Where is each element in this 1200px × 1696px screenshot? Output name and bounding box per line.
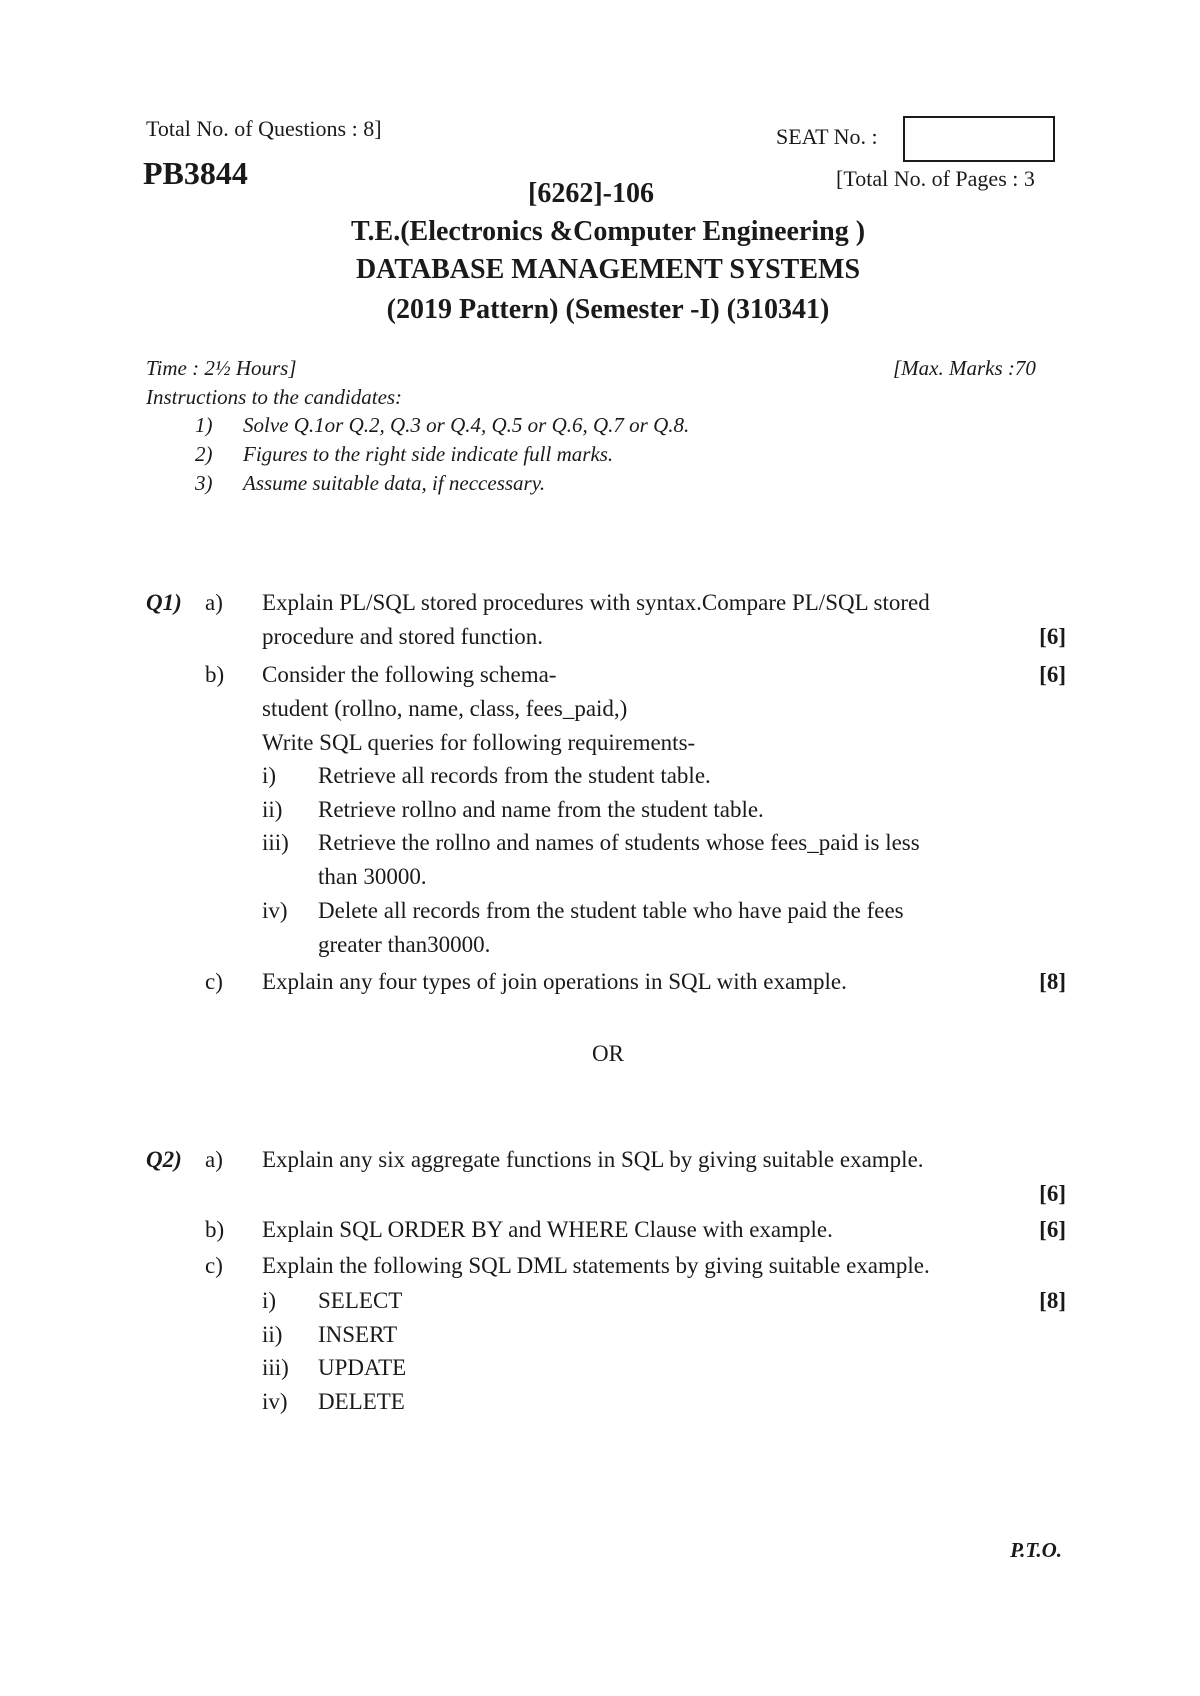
sub-item-text: than 30000. — [318, 864, 427, 889]
subject-title: DATABASE MANAGEMENT SYSTEMS — [355, 254, 861, 285]
marks-label: [8] — [1039, 1288, 1066, 1313]
sub-item-number: i) — [262, 763, 277, 788]
marks-label: [6] — [1039, 1217, 1066, 1242]
question-text: Consider the following schema- — [262, 662, 557, 687]
part-letter: b) — [205, 662, 225, 687]
question-label-q1: Q1) — [146, 590, 182, 615]
sub-item-number: iii) — [262, 830, 289, 855]
part-letter: c) — [205, 1253, 223, 1278]
sub-item-text: Retrieve the rollno and names of students whose fees_paid is less — [318, 830, 920, 855]
sub-item-text: DELETE — [318, 1389, 405, 1414]
sub-item-text: INSERT — [318, 1322, 398, 1347]
part-letter: a) — [205, 590, 223, 615]
total-questions: Total No. of Questions : 8] — [146, 116, 382, 141]
time-limit: Time : 2½ Hours] — [146, 356, 297, 380]
question-text: Explain PL/SQL stored procedures with syntax.Compare PL/SQL stored — [262, 590, 930, 615]
question-label-q2: Q2) — [146, 1147, 182, 1172]
instruction-text: Assume suitable data, if neccessary. — [243, 471, 546, 495]
question-text: Write SQL queries for following requirements- — [262, 730, 696, 755]
seat-label: SEAT No. : — [776, 124, 878, 149]
sub-item-text: Delete all records from the student table who have paid the fees — [318, 898, 904, 923]
question-text: Explain any four types of join operations in SQL with example. — [262, 969, 847, 994]
paper-id: PB3844 — [143, 155, 248, 191]
question-text: Explain the following SQL DML statements by giving suitable example. — [262, 1253, 930, 1278]
sub-item-number: iii) — [262, 1355, 289, 1380]
part-letter: a) — [205, 1147, 223, 1172]
marks-label: [6] — [1039, 1181, 1066, 1206]
instruction-number: 1) — [195, 413, 213, 437]
sub-item-number: iv) — [262, 1389, 288, 1414]
sub-item-text: greater than30000. — [318, 932, 491, 957]
instruction-number: 3) — [195, 471, 213, 495]
sub-item-text: Retrieve all records from the student table. — [318, 763, 711, 788]
paper-code: [6262]-106 — [528, 178, 654, 209]
course-title: T.E.(Electronics &Computer Engineering ) — [350, 216, 866, 247]
pto-label: P.T.O. — [1010, 1538, 1062, 1562]
question-text: procedure and stored function. — [262, 624, 544, 649]
sub-item-number: ii) — [262, 797, 283, 822]
question-text: Explain any six aggregate functions in SQL by giving suitable example. — [262, 1147, 924, 1172]
part-letter: b) — [205, 1217, 225, 1242]
sub-item-number: iv) — [262, 898, 288, 923]
total-pages: [Total No. of Pages : 3 — [836, 166, 1035, 191]
instructions-heading: Instructions to the candidates: — [146, 385, 403, 409]
or-separator: OR — [592, 1041, 624, 1066]
max-marks: [Max. Marks :70 — [893, 356, 1036, 380]
marks-label: [6] — [1039, 624, 1066, 649]
sub-item-number: i) — [262, 1288, 277, 1313]
sub-item-number: ii) — [262, 1322, 283, 1347]
sub-item-text: Retrieve rollno and name from the student table. — [318, 797, 764, 822]
marks-label: [6] — [1039, 662, 1066, 687]
pattern-title: (2019 Pattern) (Semester -I) (310341) — [386, 294, 830, 325]
instruction-number: 2) — [195, 442, 213, 466]
sub-item-text: SELECT — [318, 1288, 403, 1313]
instruction-text: Solve Q.1or Q.2, Q.3 or Q.4, Q.5 or Q.6, Q.7 or Q.8. — [243, 413, 690, 437]
marks-label: [8] — [1039, 969, 1066, 994]
instruction-text: Figures to the right side indicate full marks. — [243, 442, 614, 466]
sub-item-text: UPDATE — [318, 1355, 407, 1380]
part-letter: c) — [205, 969, 223, 994]
question-text: Explain SQL ORDER BY and WHERE Clause with example. — [262, 1217, 833, 1242]
seat-number-box[interactable] — [903, 116, 1055, 162]
schema-text: student (rollno, name, class, fees_paid,) — [262, 696, 628, 721]
